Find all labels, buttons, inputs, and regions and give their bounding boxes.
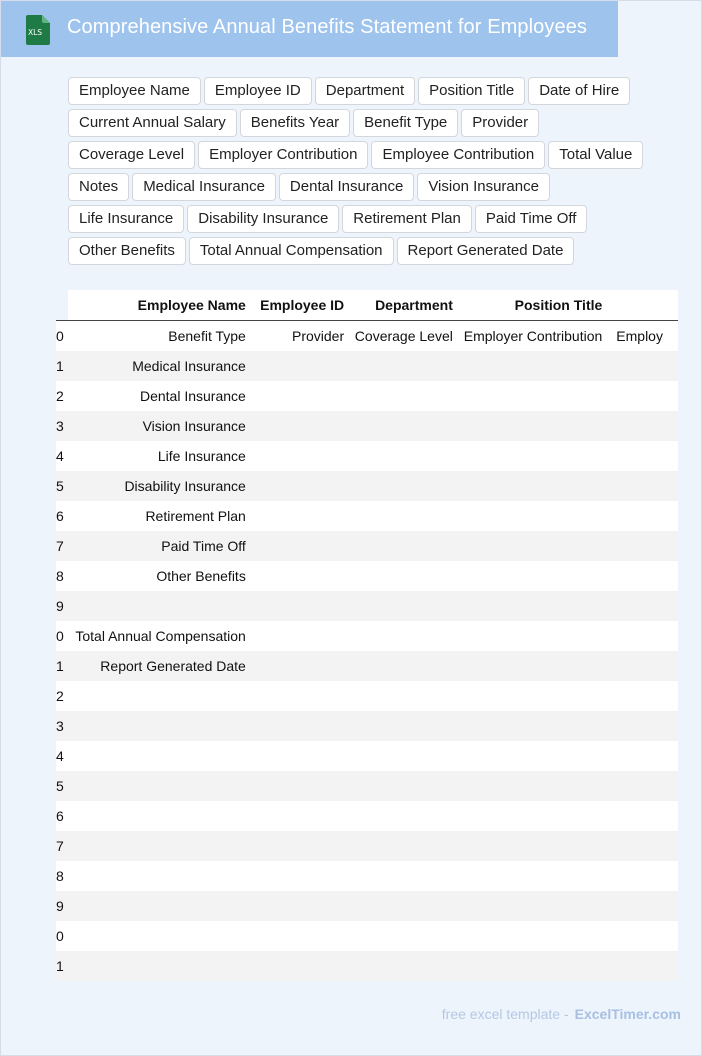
row-number: 7 <box>56 831 67 861</box>
table-cell[interactable] <box>254 591 352 621</box>
table-cell[interactable] <box>610 801 678 831</box>
table-cell[interactable]: Coverage Level <box>352 321 461 352</box>
spreadsheet-grid[interactable] <box>56 290 678 981</box>
table-row <box>56 861 678 891</box>
column-header[interactable]: Position Title <box>461 290 610 321</box>
table-cell[interactable] <box>610 831 678 861</box>
table-cell[interactable] <box>67 861 253 891</box>
column-header[interactable]: Employee ID <box>254 290 352 321</box>
row-number: 3 <box>56 711 67 741</box>
table-cell[interactable] <box>461 621 610 651</box>
row-number: 7 <box>56 531 67 561</box>
table-cell[interactable] <box>610 561 678 591</box>
table-row <box>56 411 678 441</box>
field-chip[interactable]: Disability Insurance <box>187 205 339 233</box>
table-cell[interactable] <box>610 651 678 681</box>
table-cell[interactable] <box>67 951 253 981</box>
table-cell[interactable] <box>67 771 253 801</box>
table-cell[interactable] <box>610 591 678 621</box>
table-row <box>56 501 678 531</box>
row-number: 9 <box>56 591 67 621</box>
table-row <box>56 591 678 621</box>
table-cell[interactable] <box>254 861 352 891</box>
table-cell[interactable] <box>461 471 610 501</box>
header-row <box>56 290 678 321</box>
field-chip[interactable]: Employer Contribution <box>198 141 368 169</box>
field-chip-list <box>68 77 668 265</box>
table-cell[interactable] <box>254 561 352 591</box>
field-chip[interactable]: Medical Insurance <box>132 173 276 201</box>
table-cell[interactable] <box>352 921 461 951</box>
row-number: 5 <box>56 471 67 501</box>
table-cell[interactable] <box>352 651 461 681</box>
table-row <box>56 831 678 861</box>
table-row <box>56 321 678 352</box>
table-cell[interactable] <box>610 771 678 801</box>
row-number: 1 <box>56 351 67 381</box>
table-cell[interactable] <box>352 561 461 591</box>
footer-credit <box>442 1006 681 1022</box>
footer-brand-link[interactable]: ExcelTimer.com <box>574 1006 681 1022</box>
field-chip[interactable]: Employee Contribution <box>371 141 545 169</box>
table-cell[interactable] <box>610 441 678 471</box>
table-cell[interactable] <box>352 351 461 381</box>
table-cell[interactable] <box>352 891 461 921</box>
table-cell[interactable] <box>254 411 352 441</box>
table-row <box>56 681 678 711</box>
table-cell[interactable] <box>352 951 461 981</box>
table-cell[interactable] <box>352 501 461 531</box>
table-cell[interactable] <box>610 951 678 981</box>
table-cell[interactable] <box>461 531 610 561</box>
table-cell[interactable] <box>352 861 461 891</box>
table-cell[interactable] <box>254 471 352 501</box>
table-cell[interactable] <box>254 801 352 831</box>
table-cell[interactable]: Paid Time Off <box>67 531 253 561</box>
row-number: 6 <box>56 501 67 531</box>
table-cell[interactable] <box>254 711 352 741</box>
table-cell[interactable] <box>67 831 253 861</box>
table-cell[interactable] <box>254 951 352 981</box>
table-cell[interactable] <box>610 891 678 921</box>
table-row <box>56 651 678 681</box>
field-chip[interactable]: Position Title <box>418 77 525 105</box>
table-cell[interactable] <box>352 771 461 801</box>
table-row <box>56 531 678 561</box>
table-cell[interactable]: Medical Insurance <box>67 351 253 381</box>
field-chip[interactable]: Report Generated Date <box>397 237 575 265</box>
table-row <box>56 771 678 801</box>
row-number: 6 <box>56 801 67 831</box>
table-cell[interactable] <box>461 831 610 861</box>
row-number: 2 <box>56 381 67 411</box>
table-cell[interactable] <box>254 891 352 921</box>
field-chip[interactable]: Vision Insurance <box>417 173 550 201</box>
table-cell[interactable] <box>352 681 461 711</box>
row-number: 0 <box>56 321 67 352</box>
table-cell[interactable] <box>254 501 352 531</box>
field-chip[interactable]: Current Annual Salary <box>68 109 237 137</box>
table-cell[interactable] <box>67 921 253 951</box>
field-chip[interactable]: Benefit Type <box>353 109 458 137</box>
row-number: 1 <box>56 651 67 681</box>
table-cell[interactable]: Total Annual Compensation <box>67 621 253 651</box>
table-row <box>56 711 678 741</box>
page-title: Comprehensive Annual Benefits Statement for Employees <box>67 16 588 38</box>
field-chip[interactable]: Benefits Year <box>240 109 350 137</box>
table-cell[interactable] <box>610 411 678 441</box>
table-cell[interactable] <box>610 621 678 651</box>
table-cell[interactable] <box>610 861 678 891</box>
footer-text: free excel template - <box>441 1006 569 1022</box>
table-cell[interactable] <box>352 381 461 411</box>
row-number: 4 <box>56 741 67 771</box>
table-row <box>56 891 678 921</box>
table-cell[interactable] <box>254 921 352 951</box>
table-cell[interactable] <box>352 621 461 651</box>
table-cell[interactable] <box>461 501 610 531</box>
field-chip[interactable]: Employee ID <box>204 77 312 105</box>
table-cell[interactable] <box>254 351 352 381</box>
table-cell[interactable] <box>254 831 352 861</box>
row-number: 4 <box>56 441 67 471</box>
table-row <box>56 471 678 501</box>
table-cell[interactable] <box>610 501 678 531</box>
column-header[interactable] <box>56 290 67 321</box>
table-cell[interactable] <box>461 411 610 441</box>
table-cell[interactable] <box>254 441 352 471</box>
table-row <box>56 741 678 771</box>
table-cell[interactable]: Benefit Type <box>67 321 253 352</box>
row-number: 8 <box>56 861 67 891</box>
table-cell[interactable] <box>352 801 461 831</box>
xls-file-icon <box>24 15 50 45</box>
field-chip[interactable]: Total Value <box>548 141 643 169</box>
title-bar <box>1 1 618 57</box>
table-cell[interactable] <box>254 681 352 711</box>
table-cell[interactable]: Other Benefits <box>67 561 253 591</box>
table-cell[interactable] <box>610 741 678 771</box>
table-row <box>56 561 678 591</box>
table-cell[interactable]: Retirement Plan <box>67 501 253 531</box>
field-chip[interactable]: Date of Hire <box>528 77 630 105</box>
field-chip[interactable]: Notes <box>68 173 129 201</box>
table-row <box>56 381 678 411</box>
table-cell[interactable] <box>461 921 610 951</box>
table-cell[interactable] <box>67 711 253 741</box>
field-chip[interactable]: Department <box>315 77 415 105</box>
table-cell[interactable] <box>610 681 678 711</box>
field-chip[interactable]: Provider <box>461 109 539 137</box>
table-cell[interactable] <box>67 741 253 771</box>
row-number: 0 <box>56 621 67 651</box>
row-number: 2 <box>56 681 67 711</box>
row-number: 9 <box>56 891 67 921</box>
row-number: 8 <box>56 561 67 591</box>
table-cell[interactable] <box>352 591 461 621</box>
table-cell[interactable] <box>461 681 610 711</box>
table-cell[interactable]: Life Insurance <box>67 441 253 471</box>
table-row <box>56 621 678 651</box>
table-cell[interactable]: Employ <box>610 321 678 352</box>
table-row <box>56 441 678 471</box>
field-chip[interactable]: Life Insurance <box>68 205 184 233</box>
table-cell[interactable] <box>352 441 461 471</box>
table-cell[interactable]: Disability Insurance <box>67 471 253 501</box>
table-cell[interactable] <box>461 441 610 471</box>
table-cell[interactable] <box>254 741 352 771</box>
row-number: 1 <box>56 951 67 981</box>
column-header[interactable] <box>610 290 678 321</box>
table-cell[interactable] <box>461 351 610 381</box>
table-cell[interactable] <box>610 351 678 381</box>
table-cell[interactable] <box>352 741 461 771</box>
table-row <box>56 351 678 381</box>
table-cell[interactable]: Vision Insurance <box>67 411 253 441</box>
table-cell[interactable] <box>610 381 678 411</box>
table-cell[interactable] <box>461 561 610 591</box>
table-cell[interactable] <box>610 531 678 561</box>
field-chip[interactable]: Paid Time Off <box>475 205 588 233</box>
table-cell[interactable] <box>352 831 461 861</box>
table-cell[interactable] <box>254 381 352 411</box>
table-row <box>56 801 678 831</box>
column-header[interactable]: Employee Name <box>67 290 253 321</box>
field-chip[interactable]: Employee Name <box>68 77 201 105</box>
field-chip[interactable]: Retirement Plan <box>342 205 472 233</box>
table-cell[interactable] <box>352 711 461 741</box>
table-row <box>56 951 678 981</box>
table-cell[interactable]: Dental Insurance <box>67 381 253 411</box>
table-cell[interactable] <box>461 381 610 411</box>
field-chip[interactable]: Total Annual Compensation <box>189 237 394 265</box>
table-cell[interactable] <box>461 771 610 801</box>
table-cell[interactable] <box>254 771 352 801</box>
svg-text:XLS: XLS <box>27 28 43 37</box>
table-cell[interactable] <box>461 801 610 831</box>
field-chip[interactable]: Dental Insurance <box>279 173 414 201</box>
table-cell[interactable] <box>461 591 610 621</box>
table-cell[interactable]: Employer Contribution <box>461 321 610 352</box>
table-cell[interactable] <box>610 921 678 951</box>
table-cell[interactable] <box>67 591 253 621</box>
table-cell[interactable] <box>67 681 253 711</box>
table-cell[interactable] <box>67 801 253 831</box>
table-cell[interactable] <box>254 651 352 681</box>
table-row <box>56 921 678 951</box>
table-cell[interactable] <box>352 411 461 441</box>
table-cell[interactable] <box>254 531 352 561</box>
table-cell[interactable] <box>461 861 610 891</box>
table-cell[interactable] <box>254 621 352 651</box>
row-number: 0 <box>56 921 67 951</box>
table-cell[interactable] <box>461 951 610 981</box>
table-cell[interactable] <box>461 891 610 921</box>
row-number: 3 <box>56 411 67 441</box>
table-cell[interactable] <box>610 711 678 741</box>
table-cell[interactable] <box>461 741 610 771</box>
row-number: 5 <box>56 771 67 801</box>
table-cell[interactable] <box>352 531 461 561</box>
table-cell[interactable] <box>461 711 610 741</box>
field-chip[interactable]: Coverage Level <box>68 141 195 169</box>
column-header[interactable]: Department <box>352 290 461 321</box>
table-cell[interactable] <box>461 651 610 681</box>
table-cell[interactable]: Provider <box>254 321 352 352</box>
table-cell[interactable]: Report Generated Date <box>67 651 253 681</box>
table-cell[interactable] <box>610 471 678 501</box>
field-chip[interactable]: Other Benefits <box>68 237 186 265</box>
table-cell[interactable] <box>67 891 253 921</box>
table-cell[interactable] <box>352 471 461 501</box>
